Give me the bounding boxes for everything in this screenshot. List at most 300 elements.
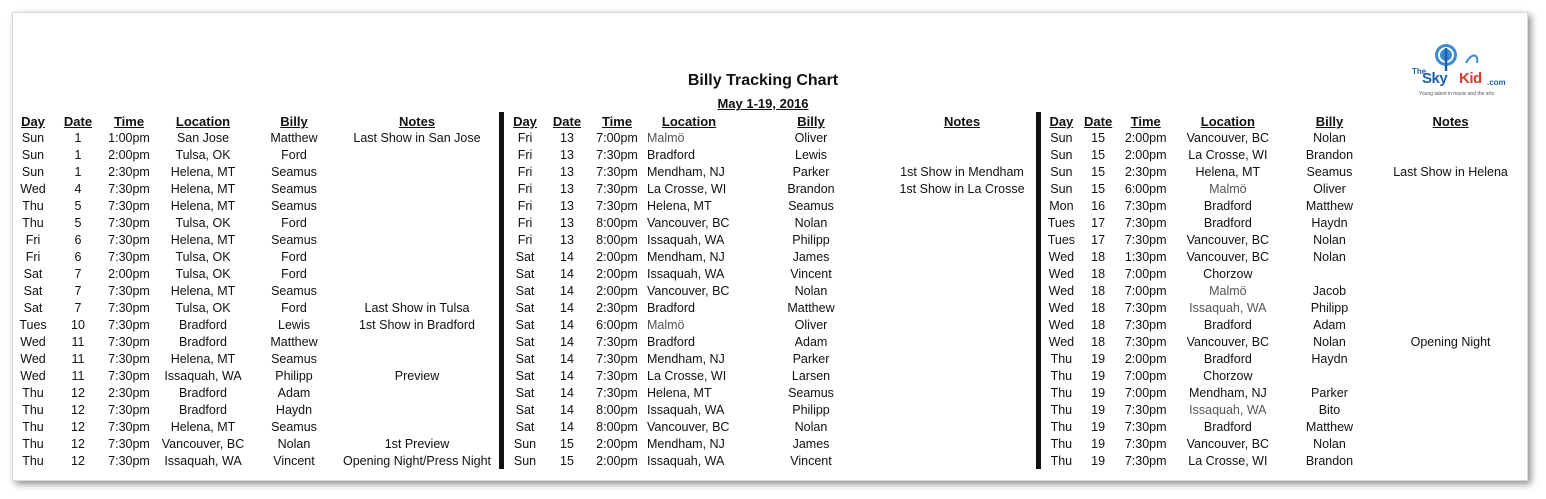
cell-billy: Parker [792, 165, 830, 179]
logo-sky: Sky [1422, 70, 1448, 87]
cell-date: 18 [1091, 318, 1106, 332]
logo-the: The [1412, 67, 1427, 76]
table-row [505, 147, 1035, 164]
cell-notes [889, 436, 1035, 453]
cell-time: 7:30pm [1124, 233, 1167, 247]
cell-location: Tulsa, OK [175, 148, 231, 162]
cell-billy: Seamus [271, 420, 317, 434]
table-row [13, 215, 497, 232]
cell-location: Mendham, NJ [647, 165, 725, 179]
cell-location: Helena, MT [170, 182, 236, 196]
cell-day: Fri [517, 199, 533, 213]
cell-location: Malmö [647, 131, 685, 145]
table-row [505, 436, 1035, 453]
cell-day: Sat [23, 301, 43, 315]
cell-time: 7:00pm [1124, 386, 1167, 400]
table-row [1043, 181, 1523, 198]
cell-date: 12 [71, 386, 85, 400]
cell-time: 7:30pm [596, 182, 638, 196]
cell-day: Fri [517, 131, 533, 145]
cell-location: Bradford [179, 318, 227, 332]
cell-billy: Seamus [271, 199, 317, 213]
header-date: Date [1084, 114, 1113, 129]
table-row [13, 334, 497, 351]
tracking-chart-page [12, 12, 1528, 481]
cell-location: Bradford [179, 335, 227, 349]
cell-billy: Oliver [1313, 182, 1346, 196]
cell-billy: Nolan [1313, 437, 1346, 451]
cell-date: 6 [74, 250, 82, 264]
table-row [1043, 402, 1523, 419]
cell-time: 2:30pm [1124, 165, 1167, 179]
cell-time: 2:00pm [1124, 148, 1167, 162]
header-day: Day [1049, 114, 1074, 129]
cell-location: La Crosse, WI [647, 369, 727, 383]
cell-date: 19 [1091, 369, 1106, 383]
cell-location: Tulsa, OK [175, 301, 231, 315]
cell-location: La Crosse, WI [647, 182, 727, 196]
cell-location: Bradford [647, 301, 695, 315]
cell-notes [1378, 249, 1523, 266]
cell-time: 7:30pm [596, 369, 638, 383]
cell-location: Helena, MT [170, 352, 236, 366]
table-row [1043, 266, 1523, 283]
header-date: Date [552, 114, 582, 129]
cell-day: Sun [513, 437, 537, 451]
cell-day: Wed [1048, 250, 1075, 264]
cell-time: 7:30pm [108, 352, 150, 366]
cell-billy: Parker [792, 352, 830, 366]
cell-notes [1378, 402, 1523, 419]
section-2-rows [505, 130, 1035, 470]
cell-location: Bradford [647, 335, 695, 349]
cell-notes [337, 232, 497, 249]
cell-notes [337, 402, 497, 419]
cell-time: 7:30pm [1124, 454, 1167, 468]
cell-day: Fri [517, 216, 533, 230]
cell-time: 6:00pm [1124, 182, 1167, 196]
section-1-rows [13, 130, 497, 470]
cell-location: Helena, MT [170, 233, 236, 247]
cell-location: Chorzow [1203, 369, 1253, 383]
cell-billy: Nolan [1313, 335, 1346, 349]
cell-billy: Matthew [270, 131, 318, 145]
cell-time: 7:30pm [108, 284, 150, 298]
cell-notes [889, 198, 1035, 215]
cell-location: La Crosse, WI [1188, 148, 1268, 162]
table-row [13, 300, 497, 317]
table-row [13, 198, 497, 215]
cell-time: 7:30pm [596, 335, 638, 349]
cell-time: 7:30pm [108, 182, 150, 196]
cell-day: Thu [22, 420, 44, 434]
cell-day: Thu [22, 403, 44, 417]
cell-date: 11 [71, 335, 85, 349]
cell-date: 5 [74, 199, 82, 213]
cell-date: 12 [71, 454, 85, 468]
cell-notes [1378, 300, 1523, 317]
cell-location: Issaquah, WA [647, 403, 725, 417]
cell-time: 7:30pm [596, 386, 638, 400]
cell-time: 6:00pm [596, 318, 638, 332]
cell-notes [889, 249, 1035, 266]
cell-billy: Seamus [271, 284, 317, 298]
cell-time: 2:00pm [596, 454, 638, 468]
cell-day: Sat [23, 284, 43, 298]
cell-day: Sat [515, 284, 535, 298]
cell-location: Helena, MT [170, 420, 236, 434]
cell-time: 7:30pm [108, 420, 150, 434]
table-header-row [505, 113, 1035, 130]
cell-notes: 1st Show in La Crosse [899, 182, 1025, 196]
cell-day: Fri [517, 233, 533, 247]
cell-time: 7:30pm [108, 233, 150, 247]
cell-time: 8:00pm [596, 216, 638, 230]
cell-location: Issaquah, WA [647, 454, 725, 468]
table-row [1043, 232, 1523, 249]
cell-time: 7:30pm [108, 301, 150, 315]
table-header-row [13, 113, 497, 130]
cell-billy: Jacob [1312, 284, 1347, 298]
cell-day: Sat [23, 267, 43, 281]
table-row [1043, 368, 1523, 385]
schedule-table-section-2 [505, 113, 1035, 470]
table-row [1043, 130, 1523, 147]
cell-location: Helena, MT [170, 199, 236, 213]
table-row [1043, 317, 1523, 334]
table-row [1043, 283, 1523, 300]
table-row [1043, 419, 1523, 436]
header-date: Date [63, 114, 93, 129]
cell-day: Thu [22, 454, 44, 468]
cell-date: 11 [71, 369, 85, 383]
cell-location: Issaquah, WA [1189, 403, 1267, 417]
table-row [13, 402, 497, 419]
cell-day: Thu [1050, 369, 1073, 383]
table-row [1043, 436, 1523, 453]
cell-notes [1378, 181, 1523, 198]
cell-location: Vancouver, BC [1186, 335, 1270, 349]
cell-day: Fri [517, 165, 533, 179]
cell-date: 1 [74, 148, 82, 162]
cell-time: 7:30pm [108, 318, 150, 332]
cell-notes [889, 334, 1035, 351]
cell-time: 7:30pm [1124, 437, 1167, 451]
header-location: Location [175, 114, 231, 129]
cell-date: 19 [1091, 420, 1106, 434]
cell-notes [337, 147, 497, 164]
cell-billy: Ford [281, 250, 307, 264]
cell-billy: Vincent [790, 267, 832, 281]
cell-time: 7:30pm [596, 148, 638, 162]
cell-billy: Bito [1318, 403, 1341, 417]
cell-day: Wed [20, 369, 46, 383]
cell-billy: Parker [1311, 386, 1348, 400]
cell-billy: Nolan [794, 216, 828, 230]
header-billy: Billy [1315, 114, 1344, 129]
cell-date: 14 [560, 369, 574, 383]
cell-notes [337, 351, 497, 368]
cell-day: Sun [513, 454, 537, 468]
section-3-rows [1043, 130, 1523, 470]
cell-notes [1378, 130, 1523, 147]
header-notes: Notes [1432, 114, 1469, 129]
cell-notes [337, 181, 497, 198]
cell-location: Helena, MT [647, 199, 712, 213]
cell-day: Sat [515, 403, 535, 417]
table-row [505, 249, 1035, 266]
cell-billy: Nolan [794, 420, 828, 434]
cell-date: 13 [560, 233, 574, 247]
cell-billy: Adam [277, 386, 311, 400]
cell-date: 15 [560, 454, 574, 468]
logo-kid: Kid [1459, 70, 1482, 87]
cell-location: Vancouver, BC [161, 437, 245, 451]
cell-time: 2:30pm [108, 386, 150, 400]
table-row [13, 368, 497, 385]
cell-time: 7:30pm [1124, 335, 1167, 349]
cell-time: 2:00pm [596, 267, 638, 281]
cell-location: Bradford [647, 148, 695, 162]
cell-notes [337, 215, 497, 232]
logo-tagline: Young talent in music and the arts [1419, 91, 1495, 97]
cell-time: 7:30pm [108, 335, 150, 349]
cell-day: Thu [1050, 403, 1073, 417]
cell-date: 19 [1091, 352, 1106, 366]
cell-billy: Philipp [792, 233, 830, 247]
cell-time: 2:00pm [596, 284, 638, 298]
cell-date: 10 [71, 318, 85, 332]
cell-time: 7:30pm [1124, 216, 1167, 230]
cell-date: 19 [1091, 437, 1106, 451]
cell-time: 7:30pm [596, 199, 638, 213]
cell-billy: Haydn [1311, 216, 1348, 230]
cell-date: 7 [74, 267, 82, 281]
cell-location: Bradford [1203, 216, 1252, 230]
cell-date: 16 [1091, 199, 1106, 213]
table-row [1043, 453, 1523, 470]
cell-notes [1378, 232, 1523, 249]
table-row [505, 164, 1035, 181]
header-day: Day [513, 114, 537, 129]
cell-billy: Oliver [794, 131, 828, 145]
cell-day: Sat [515, 420, 535, 434]
cell-day: Fri [517, 148, 533, 162]
cell-notes [889, 266, 1035, 283]
cell-date: 12 [71, 403, 85, 417]
table-row [505, 283, 1035, 300]
cell-date: 18 [1091, 301, 1106, 315]
table-row [1043, 351, 1523, 368]
cell-billy: Lewis [278, 318, 310, 332]
cell-billy: Ford [281, 216, 307, 230]
cell-date: 14 [560, 250, 574, 264]
cell-billy: Seamus [271, 182, 317, 196]
section-divider-1 [499, 112, 504, 469]
cell-billy: Haydn [275, 403, 313, 417]
cell-billy: Philipp [1310, 301, 1349, 315]
cell-day: Fri [25, 233, 41, 247]
table-row [505, 351, 1035, 368]
cell-billy: Nolan [794, 284, 828, 298]
cell-day: Tues [1047, 216, 1076, 230]
table-row [505, 385, 1035, 402]
cell-billy: Brandon [1305, 454, 1354, 468]
cell-date: 17 [1091, 216, 1106, 230]
cell-date: 18 [1091, 284, 1106, 298]
cell-notes [337, 198, 497, 215]
cell-time: 1:00pm [108, 131, 150, 145]
table-row [505, 453, 1035, 470]
cell-notes [889, 368, 1035, 385]
cell-billy: Seamus [788, 386, 834, 400]
cell-date: 15 [1091, 165, 1106, 179]
cell-date: 19 [1091, 454, 1106, 468]
table-row [1043, 198, 1523, 215]
cell-date: 4 [74, 182, 82, 196]
cell-location: Bradford [1203, 352, 1252, 366]
table-row [13, 385, 497, 402]
cell-day: Sun [21, 148, 45, 162]
cell-day: Sat [515, 386, 535, 400]
table-row [13, 453, 497, 470]
cell-notes [1378, 283, 1523, 300]
skykid-logo[interactable] [1411, 41, 1517, 99]
table-row [13, 266, 497, 283]
header-notes: Notes [398, 114, 436, 129]
table-row [1043, 300, 1523, 317]
cell-billy: Ford [281, 301, 307, 315]
table-row [13, 351, 497, 368]
cell-time: 8:00pm [596, 233, 638, 247]
cell-notes [889, 130, 1035, 147]
header-location: Location [1200, 114, 1255, 129]
cell-notes: 1st Preview [384, 437, 450, 451]
cell-date: 15 [1091, 148, 1106, 162]
cell-date: 11 [71, 352, 85, 366]
header-billy: Billy [280, 114, 308, 129]
cell-date: 18 [1091, 267, 1106, 281]
cell-day: Thu [1050, 386, 1073, 400]
table-row [13, 181, 497, 198]
table-row [13, 147, 497, 164]
section-divider-2 [1036, 112, 1041, 469]
cell-time: 1:30pm [1124, 250, 1167, 264]
cell-location: Malmö [647, 318, 685, 332]
table-row [505, 215, 1035, 232]
cell-location: Helena, MT [1195, 165, 1261, 179]
cell-location: Vancouver, BC [647, 216, 730, 230]
cell-notes: Last Show in San Jose [353, 131, 481, 145]
cell-billy: James [792, 250, 830, 264]
cell-time: 2:00pm [108, 148, 150, 162]
cell-location: Helena, MT [170, 284, 236, 298]
cell-day: Wed [20, 182, 46, 196]
cell-billy: Adam [1313, 318, 1346, 332]
cell-location: Malmö [1209, 182, 1247, 196]
cell-billy: Vincent [273, 454, 315, 468]
cell-location: Bradford [179, 403, 227, 417]
cell-location: Tulsa, OK [175, 250, 231, 264]
cell-time: 2:00pm [108, 267, 150, 281]
table-row [13, 436, 497, 453]
cell-date: 12 [71, 437, 85, 451]
cell-location: Tulsa, OK [175, 216, 231, 230]
schedule-table-section-3 [1043, 113, 1523, 470]
cell-billy: Brandon [787, 182, 835, 196]
cell-time: 7:30pm [108, 403, 150, 417]
header-time: Time [601, 114, 633, 129]
cell-location: La Crosse, WI [1188, 454, 1268, 468]
cell-day: Tues [1047, 233, 1076, 247]
cell-day: Wed [1048, 284, 1075, 298]
cell-notes: Last Show in Helena [1393, 165, 1508, 179]
cell-notes [889, 453, 1035, 470]
table-row [505, 419, 1035, 436]
chart-title: Billy Tracking Chart [687, 72, 839, 89]
cell-day: Thu [1050, 420, 1073, 434]
cell-notes [889, 283, 1035, 300]
cell-location: Helena, MT [647, 386, 712, 400]
cell-location: Bradford [179, 386, 227, 400]
cell-billy: Matthew [1305, 199, 1354, 213]
cell-location: Vancouver, BC [1186, 131, 1270, 145]
cell-day: Wed [20, 335, 46, 349]
cell-location: Bradford [1203, 318, 1252, 332]
table-row [13, 249, 497, 266]
cell-date: 12 [71, 420, 85, 434]
cell-day: Mon [1049, 199, 1074, 213]
cell-location: Vancouver, BC [1186, 437, 1270, 451]
table-header-row [1043, 113, 1523, 130]
cell-date: 18 [1091, 335, 1106, 349]
table-row [1043, 334, 1523, 351]
table-row [1043, 164, 1523, 181]
cell-billy [1281, 266, 1378, 283]
cell-date: 6 [74, 233, 82, 247]
cell-billy: Nolan [1313, 131, 1346, 145]
cell-notes [889, 147, 1035, 164]
table-row [505, 317, 1035, 334]
table-row [13, 283, 497, 300]
cell-time: 7:00pm [596, 131, 638, 145]
cell-date: 14 [560, 403, 574, 417]
cell-day: Fri [25, 250, 41, 264]
cell-notes: 1st Show in Bradford [358, 318, 476, 332]
cell-location: Mendham, NJ [647, 352, 725, 366]
cell-notes [337, 334, 497, 351]
cell-billy: Ford [281, 148, 307, 162]
cell-date: 14 [560, 420, 574, 434]
table-row [13, 419, 497, 436]
cell-notes [1378, 317, 1523, 334]
cell-location: Mendham, NJ [1188, 386, 1267, 400]
table-row [505, 130, 1035, 147]
table-row [505, 368, 1035, 385]
cell-location: Issaquah, WA [647, 233, 725, 247]
cell-time: 7:30pm [1124, 403, 1167, 417]
cell-time: 2:30pm [596, 301, 638, 315]
cell-billy: Seamus [271, 233, 317, 247]
cell-time: 7:30pm [596, 165, 638, 179]
logo-com: .com [1487, 78, 1506, 87]
cell-location: Issaquah, WA [647, 267, 725, 281]
cell-location: Bradford [1203, 199, 1252, 213]
table-row [505, 334, 1035, 351]
cell-notes [337, 385, 497, 402]
schedule-table-section-1 [13, 113, 497, 470]
cell-date: 14 [560, 318, 574, 332]
